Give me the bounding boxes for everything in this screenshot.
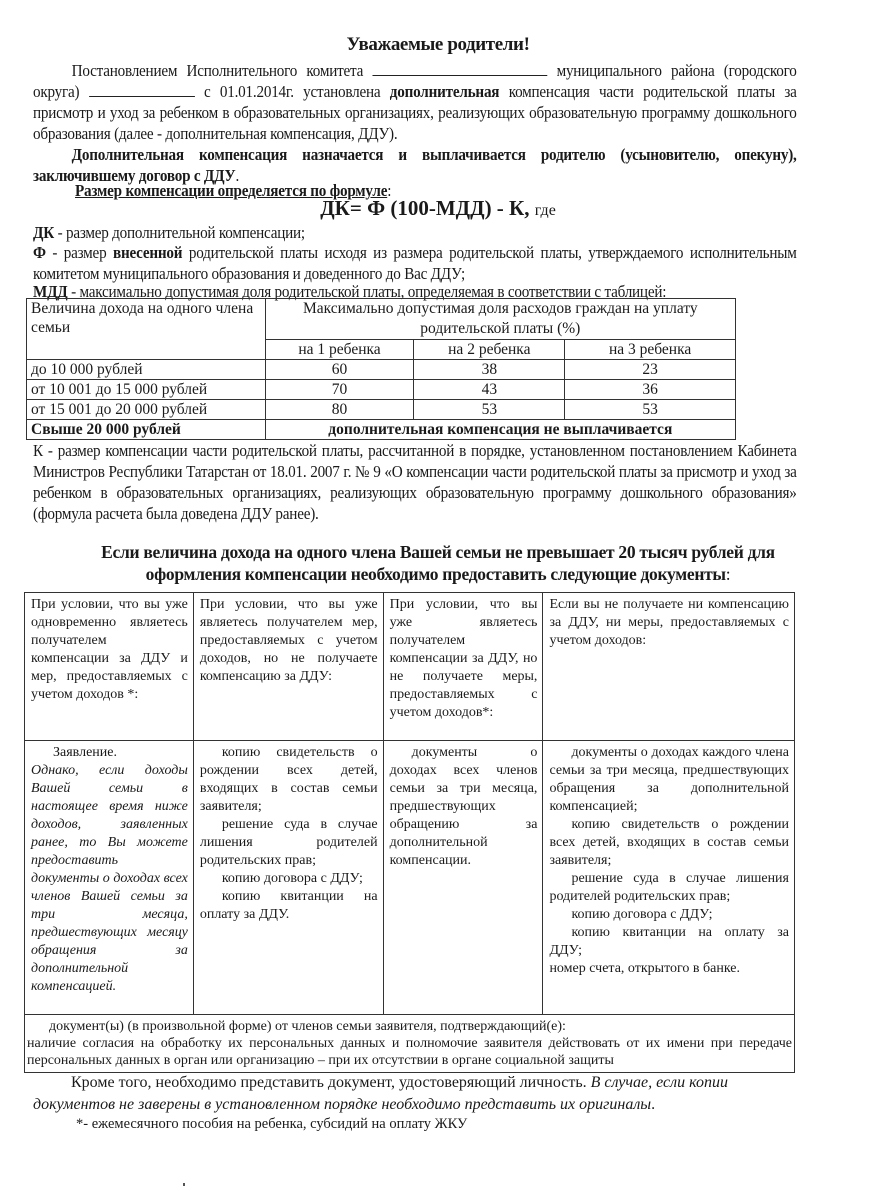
documents-heading-colon: : <box>725 564 731 584</box>
list-item: номер счета, открытого в банке. <box>549 961 741 976</box>
income-decrease-note: Однако, если доходы Вашей семьи в настоящее время ниже доходов, заявленных ранее, то Вы можете предоставить документы о доходах всех членов Вашей семьи за три месяца, предшествующих месяцу обращения за дополнительной компенсацией. <box>31 763 188 994</box>
list-item: копию свидетельств о рождении всех детей, входящих в состав семьи заявителя; <box>549 817 789 868</box>
common-docs-row <box>25 1015 795 1073</box>
income-cell: от 10 001 до 15 000 рублей <box>27 380 266 400</box>
term-f: Ф <box>33 243 46 262</box>
identity-doc-note: Кроме того, необходимо представить документ, удостоверяющий личность. <box>71 1074 587 1091</box>
subheader-3-children: на 3 ребенка <box>565 340 736 360</box>
list-item: решение суда в случае лишения родителей родительских прав; <box>199 817 378 868</box>
income-cell-over-limit: Свыше 20 000 рублей <box>27 420 266 440</box>
footnote: *- ежемесячного пособия на ребенка, субсидий на оплату ЖКУ <box>76 1116 468 1132</box>
closing-period: . <box>651 1096 656 1113</box>
value-cell: 38 <box>414 360 565 380</box>
value-cell: 43 <box>414 380 565 400</box>
list-item: решение суда в случае лишения родителей родительских прав; <box>549 871 789 904</box>
intro-text-b: муниципального района (городского округа) <box>33 61 797 101</box>
value-cell: 53 <box>414 400 565 420</box>
closing-paragraph <box>33 1072 793 1116</box>
term-dk: ДК <box>33 223 55 242</box>
documents-table <box>24 592 795 1073</box>
documents-heading-text: Если величина дохода на одного члена Вашей семьи не превышает 20 тысяч рублей для оформления компенсации необходимо предоставить следующие документы <box>101 542 775 584</box>
docs-cell-neither <box>543 741 795 1015</box>
table-row <box>27 360 736 380</box>
formula <box>0 196 876 221</box>
definition-dk <box>33 222 797 243</box>
intro-bold-word: дополнительная <box>389 82 500 101</box>
consent-docs-line: документ(ы) (в произвольной форме) от членов семьи заявителя, подтверждающий(е): <box>49 1019 566 1034</box>
value-cell: 36 <box>565 380 736 400</box>
consent-docs-detail: наличие согласия на обработку их персональных данных и полномочие заявителя действовать от их имени при передаче персональных данных в орган или организацию – при их отсутствии в органе социальной защиты <box>27 1036 792 1068</box>
mdd-table-header-row <box>27 299 736 340</box>
scan-artifact <box>183 1183 185 1186</box>
definition-mdd-text: - максимально допустимая доля родительской платы, определяемая в соответствии с таблицей: <box>67 282 667 301</box>
value-cell: 70 <box>265 380 414 400</box>
list-item: копию договора с ДДУ; <box>571 907 713 922</box>
definition-f-bold: внесенной <box>112 243 183 262</box>
intro-text-d: компенсация части родительской платы за присмотр и уход за ребенком в образовательных организациях, реализующих образовательную программу дошкольного образования (далее - дополнительная компенсация, ДДУ). <box>33 82 797 143</box>
district-blank-field <box>89 82 195 97</box>
value-cell: 80 <box>265 400 414 420</box>
formula-heading-text: Размер компенсации определяется по формуле <box>75 181 388 200</box>
condition-cell-compensation-only: При условии, что вы уже являетесь получателем компенсации за ДДУ, но не получаете меры, предоставляемых с учетом доходов*: <box>383 593 543 741</box>
originals-note: В случае, если копии документов не заверены в установленном порядке необходимо представить их оригиналы <box>33 1074 728 1113</box>
eligibility-period: . <box>235 166 240 185</box>
formula-heading-colon: : <box>387 181 392 200</box>
definition-k: К - размер компенсации части родительской платы, рассчитанной в порядке, установленном постановлением Кабинета Министров Республики Татарстан от 18.01. 2007 г. № 9 «О компенсации части родительской платы за присмотр и уход за ребенком в образовательных организациях, реализующих образовательную программу дошкольного образования» (формула расчета была доведена ДДУ ранее). <box>33 441 797 523</box>
definition-f <box>33 242 797 284</box>
subheader-2-children: на 2 ребенка <box>414 340 565 360</box>
value-cell: 53 <box>565 400 736 420</box>
subheader-1-child: на 1 ребенка <box>265 340 414 360</box>
term-mdd: МДД <box>33 282 68 301</box>
no-compensation-note: дополнительная компенсация не выплачивается <box>265 420 735 440</box>
intro-text-c: с 01.01.2014г. установлена <box>203 82 381 101</box>
formula-text: ДК= Ф (100-МДД) - К, <box>320 196 530 220</box>
docs-cell-both <box>25 741 194 1015</box>
common-docs-cell <box>25 1015 795 1073</box>
application-item: Заявление. <box>53 745 117 760</box>
required-docs-row <box>25 741 795 1015</box>
committee-blank-field <box>372 61 547 76</box>
list-item: копию договора с ДДУ; <box>221 871 363 886</box>
table-row <box>27 380 736 400</box>
value-cell: 23 <box>565 360 736 380</box>
definition-f-text-b: родительской платы исходя из размера родительской платы, утверждаемого исполнительным комитетом муниципального образования и доведенного до Вас ДДУ; <box>33 243 797 283</box>
documents-heading <box>0 541 876 585</box>
list-item: документы о доходах всех членов семьи за три месяца, предшествующих обращению за дополнительной компенсации. <box>389 745 538 868</box>
condition-cell-neither: Если вы не получаете ни компенсацию за ДДУ, ни меры, предоставляемых с учетом доходов: <box>543 593 795 741</box>
income-cell: до 10 000 рублей <box>27 360 266 380</box>
eligibility-text: Дополнительная компенсация назначается и выплачивается родителю (усыновителю, опекуну), заключившему договор с ДДУ <box>33 145 797 185</box>
list-item: документы о доходах каждого члена семьи за три месяца, предшествующих обращения за дополнительной компенсацией; <box>549 745 789 814</box>
share-column-header: Максимально допустимая доля расходов граждан на уплату родительской платы (%) <box>265 299 735 340</box>
intro-paragraph <box>33 60 797 144</box>
condition-cell-measures-only: При условии, что вы уже являетесь получателем мер, предоставляемых с учетом доходов, но не получаете компенсацию за ДДУ: <box>193 593 383 741</box>
table-row-over-limit <box>27 420 736 440</box>
definition-dk-text: - размер дополнительной компенсации; <box>54 223 305 242</box>
conditions-row <box>25 593 795 741</box>
definition-f-text-a: - размер <box>45 243 113 262</box>
docs-cell-measures-only <box>193 741 383 1015</box>
list-item: копию свидетельств о рождении всех детей, входящих в состав семьи заявителя; <box>199 745 378 814</box>
mdd-table <box>26 298 736 440</box>
list-item: копию квитанции на оплату за ДДУ; <box>549 925 789 958</box>
value-cell: 60 <box>265 360 414 380</box>
condition-cell-both: При условии, что вы уже одновременно являетесь получателем компенсации за ДДУ и мер, предоставляемых с учетом доходов *: <box>25 593 194 741</box>
income-cell: от 15 001 до 20 000 рублей <box>27 400 266 420</box>
table-row <box>27 400 736 420</box>
list-item: копию квитанции на оплату за ДДУ. <box>199 889 378 922</box>
page-title: Уважаемые родители! <box>346 34 530 55</box>
income-column-header: Величина дохода на одного члена семьи <box>27 299 266 360</box>
intro-text-a: Постановлением Исполнительного комитета <box>71 61 364 80</box>
docs-cell-compensation-only <box>383 741 543 1015</box>
formula-where: где <box>534 202 556 219</box>
